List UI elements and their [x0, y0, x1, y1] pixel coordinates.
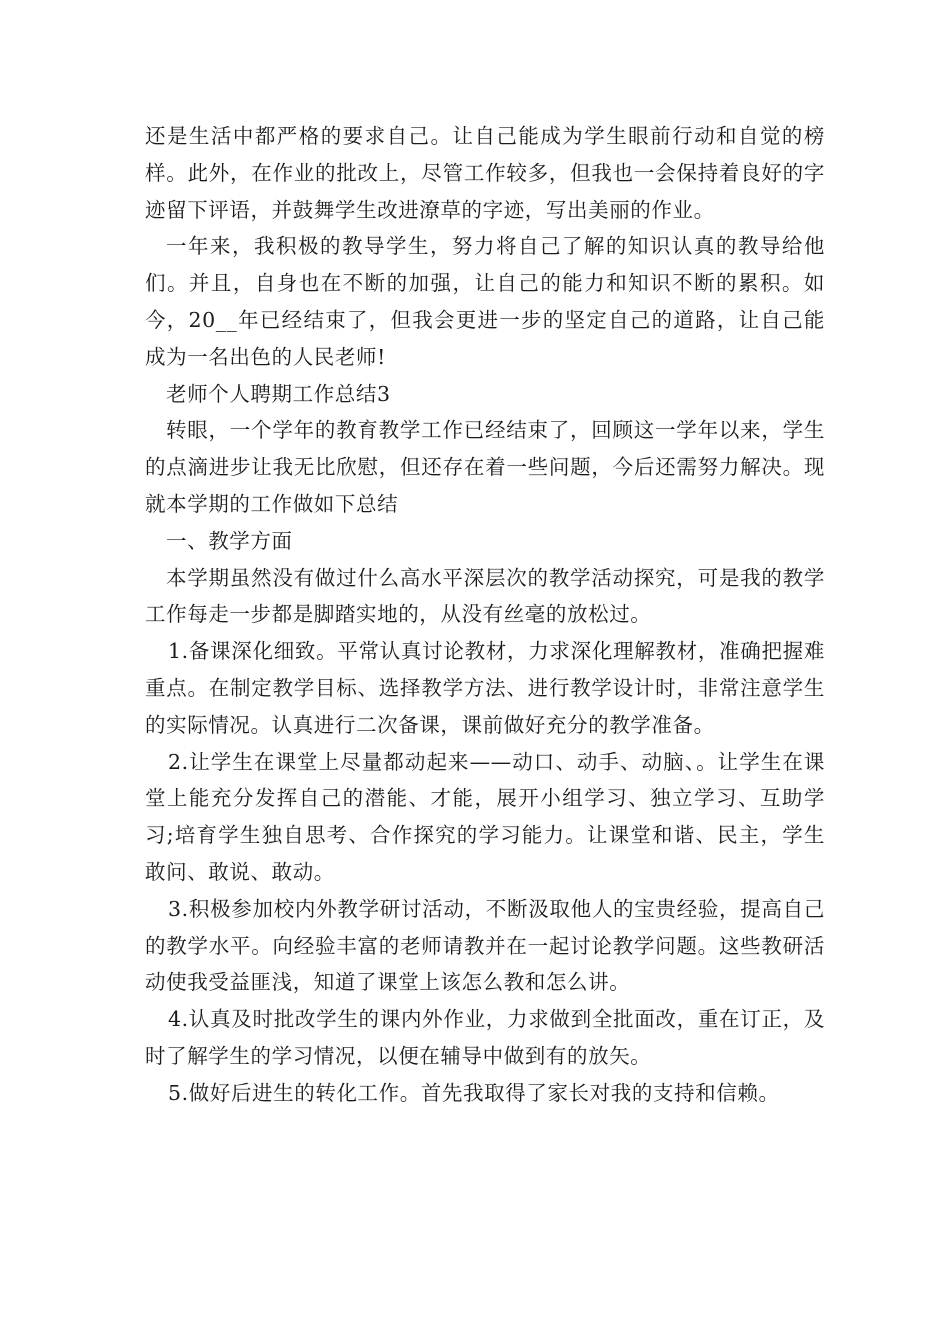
- section-heading: 老师个人聘期工作总结3: [166, 381, 391, 406]
- list-item: 2.让学生在课堂上尽量都动起来——动口、动手、动脑、。让学生在课堂上能充分发挥自己的潜能、才能，展开小组学习、独立学习、互助学习;培育学生独自思考、合作探究的学习能力。让课堂和谐、民主，学生敢问、敢说、敢动。: [145, 749, 825, 884]
- paragraph: 转眼，一个学年的教育教学工作已经结束了，回顾这一学年以来，学生的点滴进步让我无比欣慰，但还存在着一些问题，今后还需努力解决。现就本学期的工作做如下总结: [145, 418, 825, 516]
- list-item: 5.做好后进生的转化工作。首先我取得了家长对我的支持和信赖。: [168, 1080, 780, 1105]
- paragraph: 本学期虽然没有做过什么高水平深层次的教学活动探究，可是我的教学工作每走一步都是脚踏实地的，从没有丝毫的放松过。: [145, 565, 825, 627]
- document-body: [145, 118, 825, 1112]
- list-item: 3.积极参加校内外教学研讨活动，不断汲取他人的宝贵经验，提高自己的教学水平。向经验丰富的老师请教并在一起讨论教学问题。这些教研活动使我受益匪浅，知道了课堂上该怎么教和怎么讲。: [145, 896, 825, 995]
- paragraph: 还是生活中都严格的要求自己。让自己能成为学生眼前行动和自觉的榜样。此外，在作业的批改上，尽管工作较多，但我也一会保持着良好的字迹留下评语，并鼓舞学生改进潦草的字迹，写出美丽的作业。: [145, 124, 825, 222]
- paragraph: 一年来，我积极的教导学生，努力将自己了解的知识认真的教导给他们。并且，自身也在不断的加强，让自己的能力和知识不断的累积。如今，20__年已经结束了，但我会更进一步的坚定自己的道路，让自己能成为一名出色的人民老师!: [145, 234, 825, 369]
- list-item: 1.备课深化细致。平常认真讨论教材，力求深化理解教材，准确把握难重点。在制定教学目标、选择教学方法、进行教学设计时，非常注意学生的实际情况。认真进行二次备课，课前做好充分的教学准备。: [145, 639, 825, 737]
- list-item: 4.认真及时批改学生的课内外作业，力求做到全批面改，重在订正，及时了解学生的学习情况，以便在辅导中做到有的放矢。: [145, 1007, 825, 1068]
- subsection-heading: 一、教学方面: [166, 528, 293, 553]
